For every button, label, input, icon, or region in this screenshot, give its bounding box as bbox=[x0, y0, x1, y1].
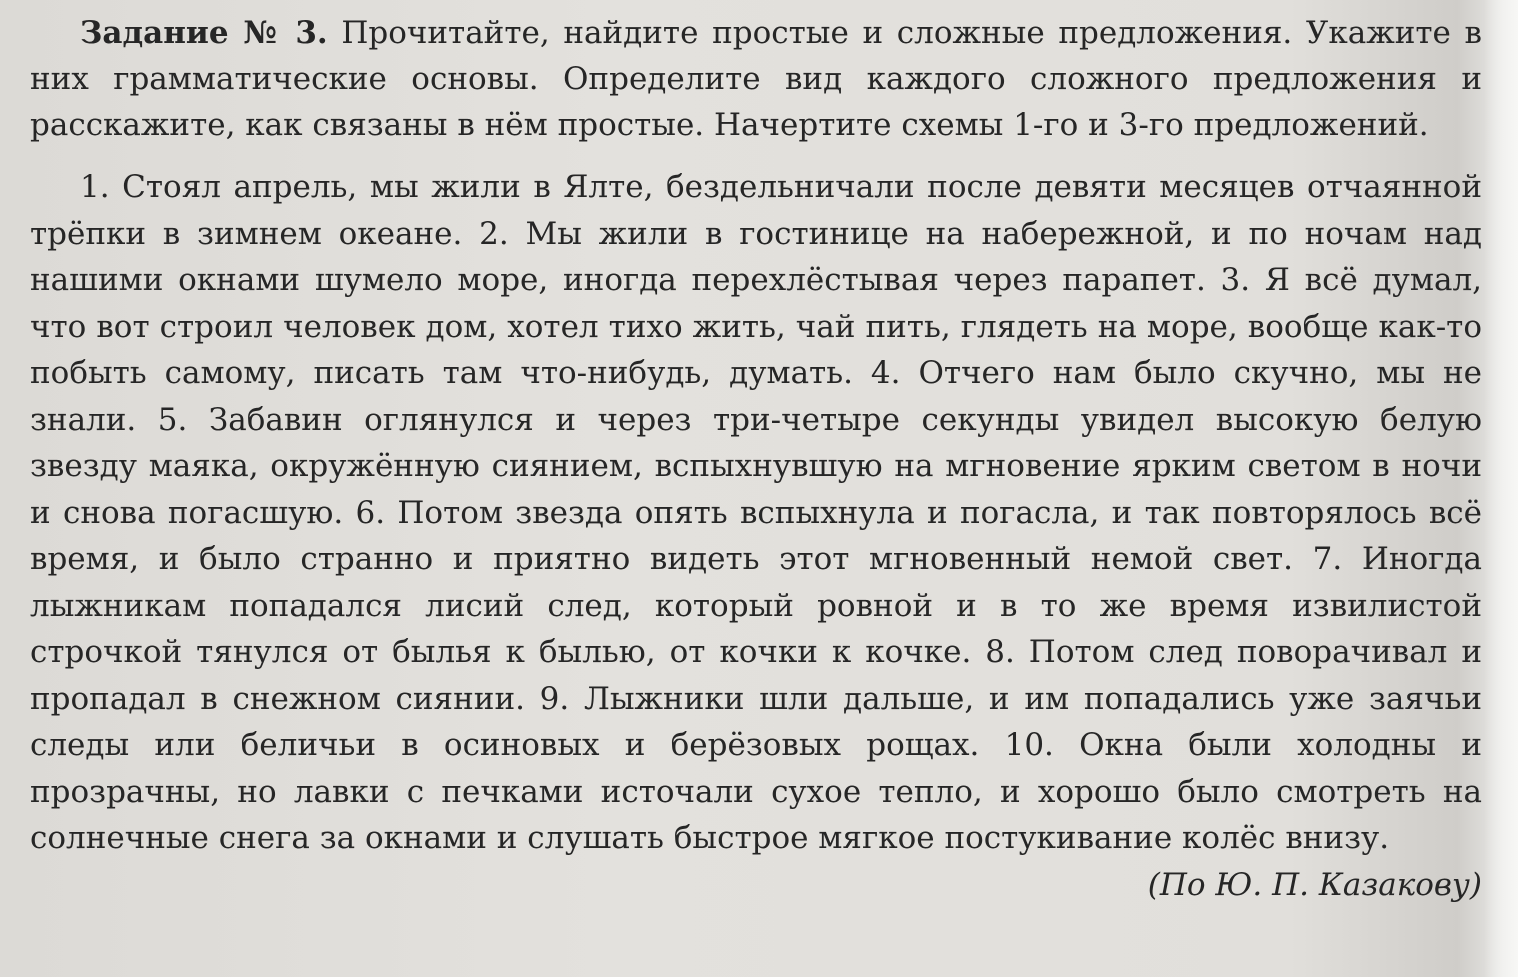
task-label: Задание № 3. bbox=[80, 15, 328, 51]
source-attribution: (По Ю. П. Казакову) bbox=[1147, 866, 1482, 903]
page-content bbox=[30, 10, 1482, 908]
task-paragraph bbox=[30, 10, 1482, 148]
page-edge bbox=[1484, 0, 1518, 977]
passage-text: 1. Стоял апрель, мы жили в Ялте, бездельничали после девяти месяцев отчаянной трёпки в зимнем океане. 2. Мы жили в гостинице на набережной, и по ночам над нашими окнами шумело море, иногда перехлёстывая через парапет. 3. Я всё думал, что вот строил человек дом, хотел тихо жить, чай пить, глядеть на море, вообще как-то побыть самому, писать там что-нибудь, думать. 4. Отчего нам было скучно, мы не знали. 5. Забавин оглянулся и через три-четыре секунды увидел высокую белую звезду маяка, окружённую сиянием, вспыхнувшую на мгновение ярким светом в ночи и снова погасшую. 6. Потом звезда опять вспыхнула и погасла, и так повторялось всё время, и было странно и приятно видеть этот мгновенный немой свет. 7. Иногда лыжникам попадался лисий след, который ровной и в то же время извилистой строчкой тянулся от былья к былью, от кочки к кочке. 8. Потом след поворачивал и пропадал в снежном сиянии. 9. Лыжники шли дальше, и им попадались уже заячьи следы или беличьи в осиновых и берёзовых рощах. 10. Окна были холодны и прозрачны, но лавки с печками источали сухое тепло, и хорошо было смотреть на солнечные снега за окнами и слушать быстрое мягкое постукивание колёс внизу. bbox=[30, 169, 1482, 856]
task-text: Прочитайте, найдите простые и сложные предложения. Укажите в них грамматические основы. Определите вид каждого сложного предложения и расскажите, как связаны в нём простые. Начертите схемы 1-го и 3-го предложений. bbox=[30, 15, 1482, 143]
